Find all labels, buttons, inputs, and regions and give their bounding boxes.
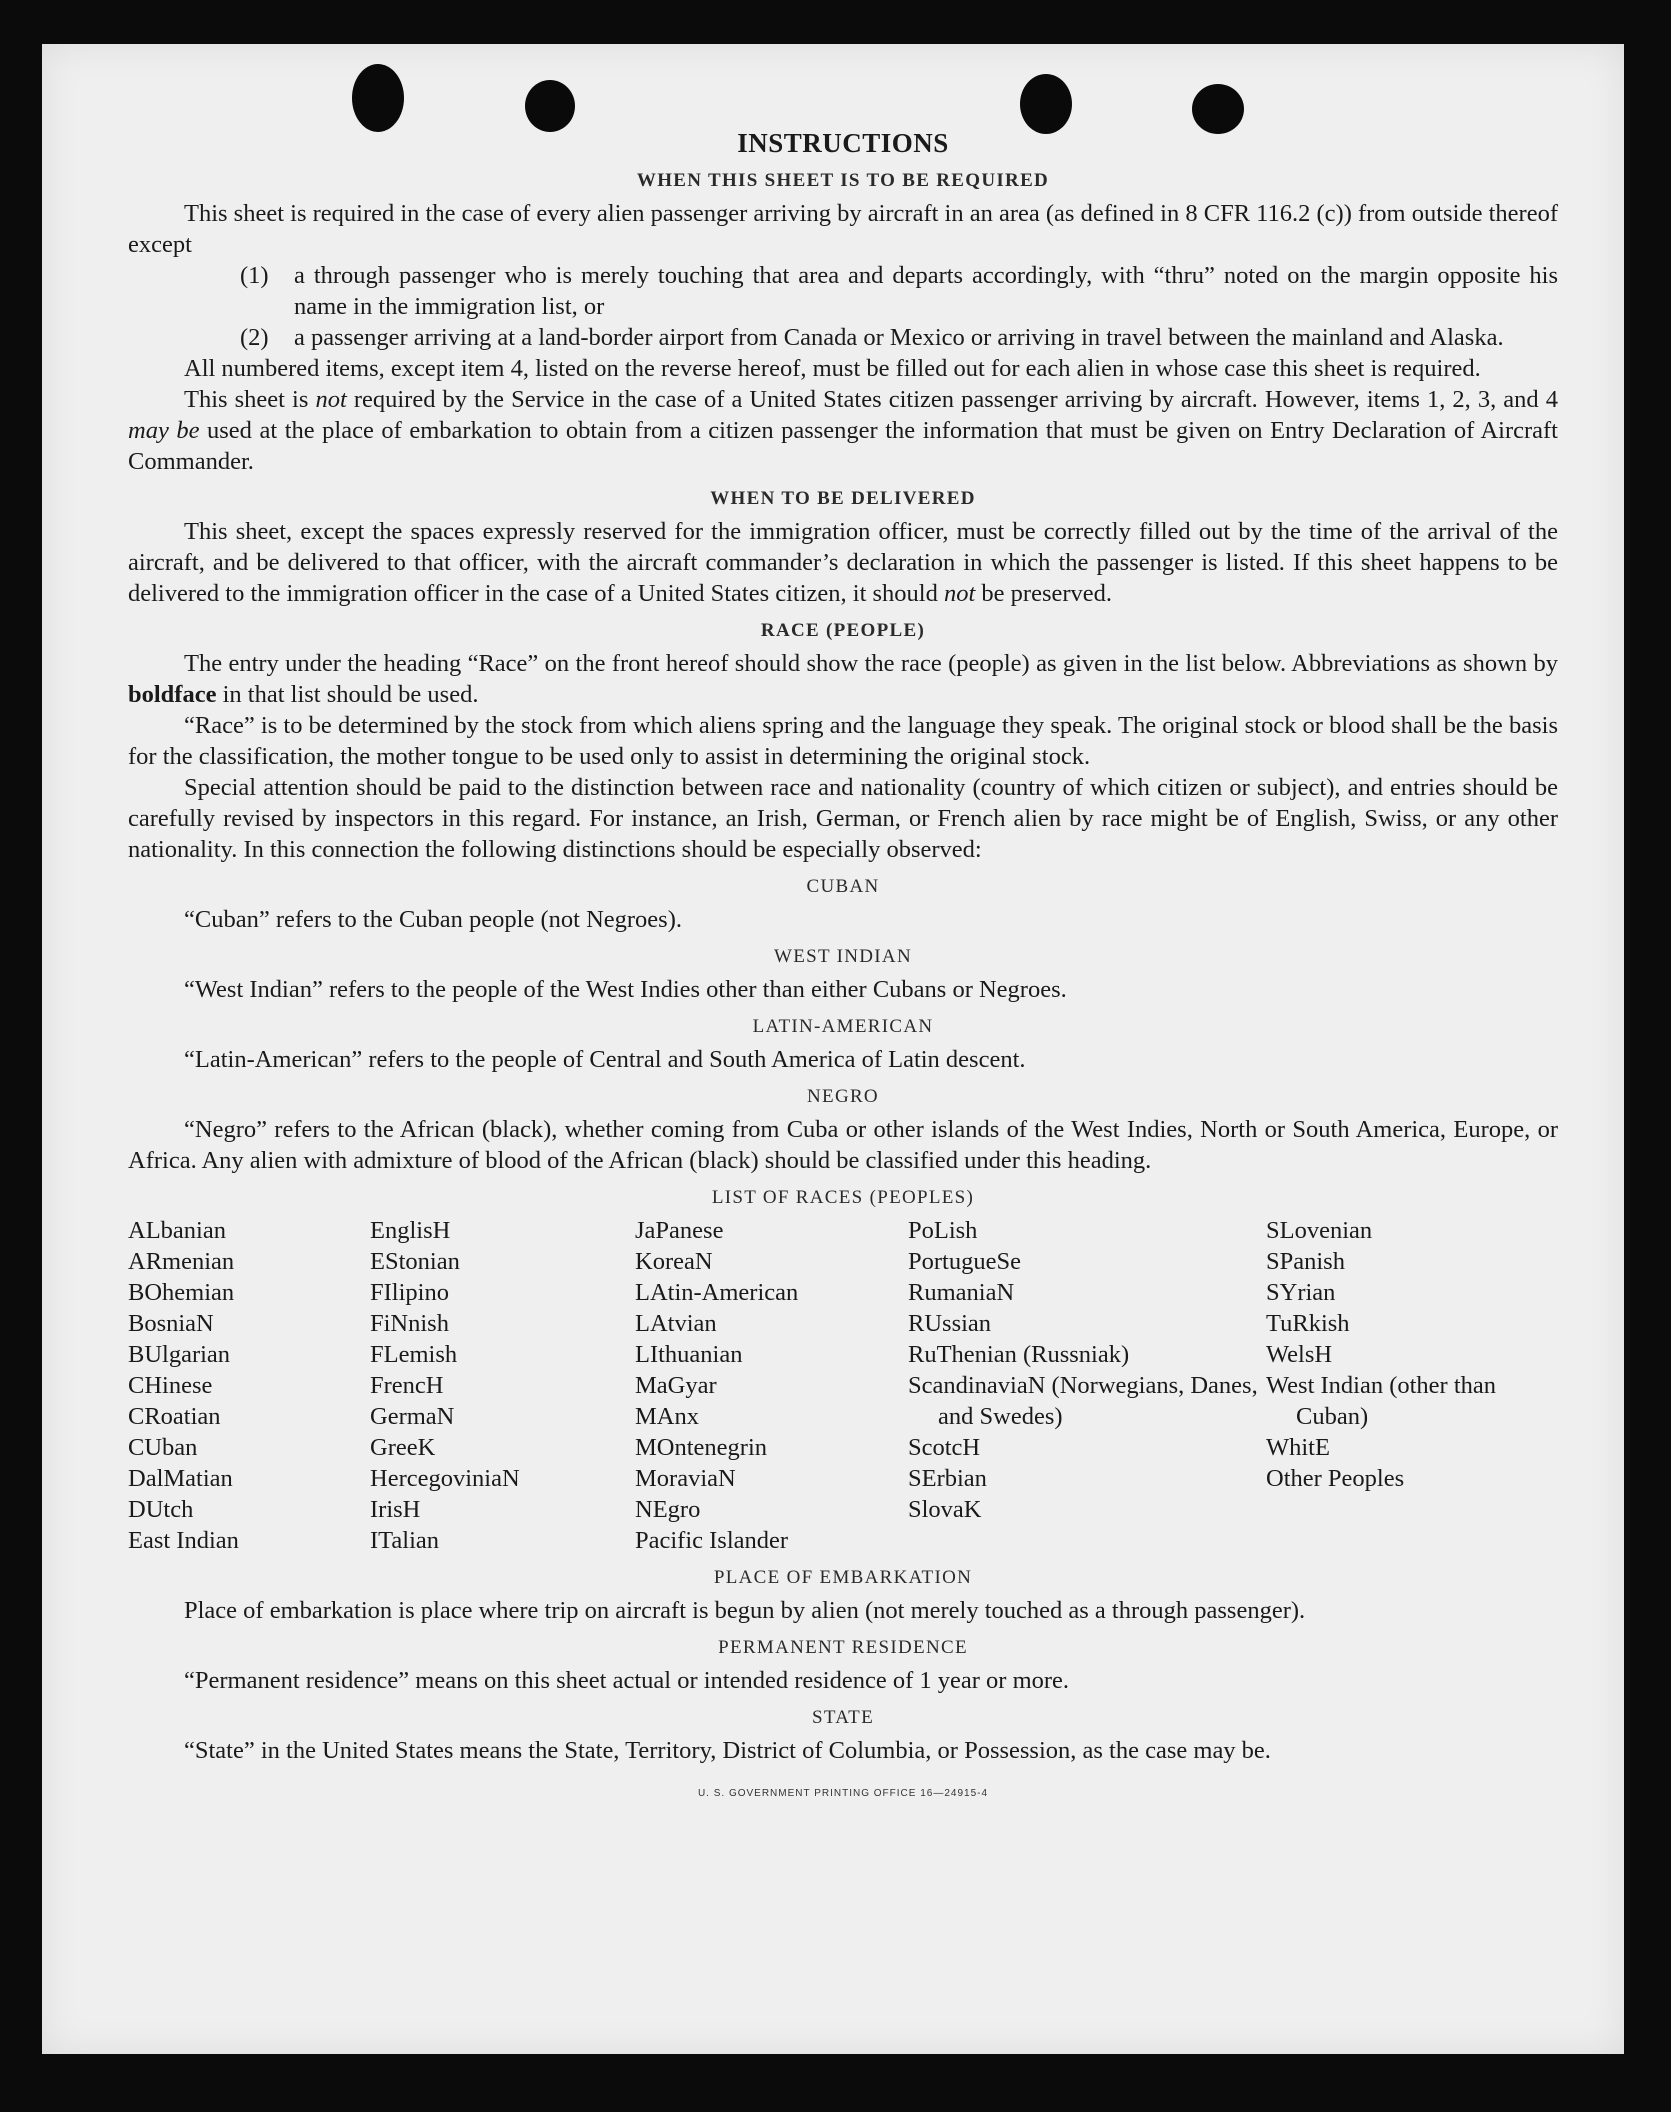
text-run: required by the Service in the case of a United States citizen passenger arriving by aircraft. However, items 1, 2, 3, and 4 <box>346 386 1559 413</box>
paragraph: “State” in the United States means the State, Territory, District of Columbia, or Possession, as the case may be. <box>184 1737 1271 1764</box>
italic-text: not <box>315 386 347 413</box>
race-entry: RuThenian (Russniak) <box>908 1341 1130 1368</box>
race-entry: ARmenian <box>128 1248 235 1275</box>
italic-text: not <box>943 580 976 607</box>
item-number: (1) <box>240 262 269 289</box>
race-entry: PortugueSe <box>908 1248 1021 1275</box>
paragraph: “Negro” refers to the African (black), whether coming from Cuba or other islands of the West Indies, North or South America, Europe, or Africa. Any alien with admixture of blood of the African (black) should be classified under this heading. <box>128 1116 1558 1174</box>
race-entry: DUtch <box>128 1496 194 1523</box>
race-entry: BOhemian <box>128 1279 235 1306</box>
race-entry: Pacific Islander <box>635 1527 789 1554</box>
race-entry: SLovenian <box>1266 1217 1373 1244</box>
paragraph: “Race” is to be determined by the stock from which aliens spring and the language they speak. The original stock or blood shall be the basis for the classification, the mother tongue to be used only to assist in determining the original stock. <box>128 712 1558 770</box>
paragraph: Place of embarkation is place where trip on aircraft is begun by alien (not merely touched as a through passenger). <box>184 1597 1306 1624</box>
section-heading-cuban: CUBAN <box>806 876 880 897</box>
race-entry: Other Peoples <box>1266 1465 1405 1492</box>
race-entry: EStonian <box>370 1248 460 1275</box>
race-entry: BosniaN <box>128 1310 214 1337</box>
race-entry: MoraviaN <box>635 1465 736 1492</box>
race-entry: MaGyar <box>635 1372 717 1399</box>
section-heading-residence: PERMANENT RESIDENCE <box>718 1637 968 1658</box>
race-entry: RUssian <box>908 1310 992 1337</box>
section-heading-latin-american: LATIN-AMERICAN <box>752 1016 934 1037</box>
race-entry: WelsH <box>1266 1341 1333 1368</box>
races-column-4 <box>908 1215 1266 1556</box>
races-column-2 <box>370 1215 635 1556</box>
race-entry: NEgro <box>635 1496 701 1523</box>
race-entry: RumaniaN <box>908 1279 1015 1306</box>
race-entry: SErbian <box>908 1465 987 1492</box>
race-entry: GermaN <box>370 1403 455 1430</box>
paragraph <box>128 516 1558 609</box>
text-run: in that list should be used. <box>216 681 479 708</box>
race-entry: FLemish <box>370 1341 458 1368</box>
race-entry: FIlipino <box>370 1279 449 1306</box>
race-entry: FrencH <box>370 1372 444 1399</box>
race-entry: East Indian <box>128 1527 239 1554</box>
race-entry: MAnx <box>635 1403 699 1430</box>
race-entry: SPanish <box>1266 1248 1345 1275</box>
section-heading-state: STATE <box>812 1707 874 1728</box>
section-heading-embarkation: PLACE OF EMBARKATION <box>713 1567 973 1588</box>
section-heading-list-of-races: LIST OF RACES (PEOPLES) <box>711 1187 975 1208</box>
bold-text: boldface <box>128 681 217 708</box>
text-run: This sheet is <box>184 386 316 413</box>
list-item <box>240 260 1558 322</box>
text-run: The entry under the heading “Race” on the front hereof should show the race (people) as given in the list below. Abbreviations as shown by <box>184 650 1558 677</box>
page-title: INSTRUCTIONS <box>737 128 949 158</box>
race-entry: CRoatian <box>128 1403 221 1430</box>
race-entry: ITalian <box>370 1527 440 1554</box>
text-run: This sheet, except the spaces expressly reserved for the immigration officer, must be correctly filled out by the time of the arrival of the aircraft, and be delivered to that officer, with the aircraft commander’s declaration in which the passenger is listed. If this sheet happens to be delivered to the immigration officer in the case of a United States citizen, it should <box>128 518 1558 607</box>
item-text: a passenger arriving at a land-border airport from Canada or Mexico or arriving in travel between the mainland and Alaska. <box>294 324 1504 351</box>
race-entry: LIthuanian <box>635 1341 743 1368</box>
race-entry: DalMatian <box>128 1465 233 1492</box>
punch-hole <box>352 64 404 132</box>
italic-text: may be <box>128 417 200 444</box>
item-text: a through passenger who is merely touching that area and departs accordingly, with “thru” noted on the margin opposite his name in the immigration list, or <box>294 262 1558 320</box>
paragraph <box>128 384 1558 477</box>
paragraph <box>128 648 1558 710</box>
race-entry: ScotcH <box>908 1434 981 1461</box>
paragraph: “Latin-American” refers to the people of Central and South America of Latin descent. <box>184 1046 1026 1073</box>
paragraph: Special attention should be paid to the distinction between race and nationality (country of which citizen or subject), and entries should be carefully revised by inspectors in this regard. For instance, an Irish, German, or French alien by race might be of English, Swiss, or any other nationality. In this connection the following distinctions should be especially observed: <box>128 774 1558 863</box>
text-run: used at the place of embarkation to obtain from a citizen passenger the information that must be given on Entry Declaration of Aircraft Commander. <box>128 417 1558 475</box>
race-entry: IrisH <box>370 1496 421 1523</box>
race-entry: TuRkish <box>1266 1310 1350 1337</box>
race-entry: CHinese <box>128 1372 213 1399</box>
paragraph: All numbered items, except item 4, listed on the reverse hereof, must be filled out for each alien in whose case this sheet is required. <box>184 355 1481 382</box>
paragraph: “Cuban” refers to the Cuban people (not Negroes). <box>184 906 682 933</box>
race-entry: BUlgarian <box>128 1341 231 1368</box>
races-column-5 <box>1266 1215 1558 1556</box>
race-entry: ScandinaviaN (Norwegians, Danes, and Swedes) <box>908 1372 1258 1430</box>
races-list <box>128 1215 1558 1556</box>
instructions-content <box>128 128 1558 1809</box>
section-heading-delivered: WHEN TO BE DELIVERED <box>710 488 976 509</box>
race-entry: HercegoviniaN <box>370 1465 520 1492</box>
paragraph: This sheet is required in the case of every alien passenger arriving by aircraft in an area (as defined in 8 CFR 116.2 (c)) from outside thereof except <box>128 200 1558 258</box>
races-column-1 <box>128 1215 370 1556</box>
race-entry: PoLish <box>908 1217 978 1244</box>
printer-footer: U. S. GOVERNMENT PRINTING OFFICE 16—24915-4 <box>697 1788 989 1799</box>
races-column-3 <box>635 1215 908 1556</box>
section-heading-required: WHEN THIS SHEET IS TO BE REQUIRED <box>636 170 1050 191</box>
race-entry: SYrian <box>1266 1279 1336 1306</box>
section-heading-west-indian: WEST INDIAN <box>774 946 912 967</box>
race-entry: MOntenegrin <box>635 1434 767 1461</box>
race-entry: GreeK <box>370 1434 436 1461</box>
race-entry: JaPanese <box>635 1217 724 1244</box>
race-entry: CUban <box>128 1434 198 1461</box>
punch-hole <box>1020 74 1072 134</box>
race-entry: FiNnish <box>370 1310 449 1337</box>
list-item <box>240 322 1558 353</box>
text-run: be preserved. <box>975 580 1113 607</box>
document-sheet <box>42 44 1624 2054</box>
race-entry: SlovaK <box>908 1496 982 1523</box>
race-entry: EnglisH <box>370 1217 451 1244</box>
race-entry: WhitE <box>1266 1434 1330 1461</box>
race-entry: ALbanian <box>128 1217 226 1244</box>
section-heading-race: RACE (PEOPLE) <box>760 620 926 641</box>
paragraph: “Permanent residence” means on this sheet actual or intended residence of 1 year or more. <box>184 1667 1070 1694</box>
section-heading-negro: NEGRO <box>807 1086 879 1107</box>
race-entry: KoreaN <box>635 1248 713 1275</box>
punch-hole <box>525 80 575 132</box>
punch-hole <box>1192 84 1244 134</box>
race-entry: LAtin-American <box>635 1279 799 1306</box>
item-number: (2) <box>240 324 269 351</box>
race-entry: LAtvian <box>635 1310 717 1337</box>
race-entry: West Indian (other than Cuban) <box>1266 1372 1497 1430</box>
paragraph: “West Indian” refers to the people of the West Indies other than either Cubans or Negroes. <box>184 976 1067 1003</box>
